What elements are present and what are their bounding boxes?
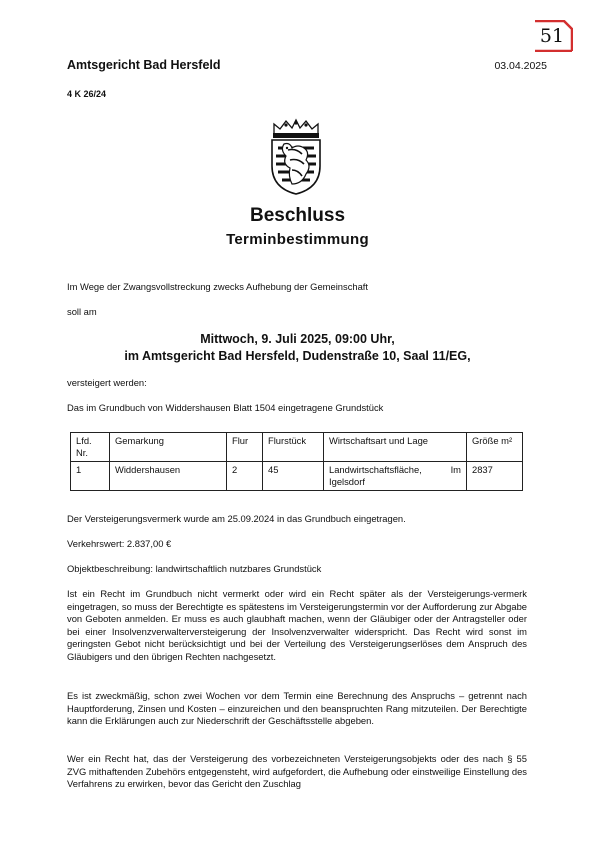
paragraph-berechnung: Es ist zweckmäßig, schon zwei Wochen vor dem Termin eine Berechnung des Anspruchs – getrennt nach Hauptforderung, Zinsen und Kosten – einzureichen und den beanspruchten Rang mitzuteilen. Der Berechtigte kann die Erklärungen auch zur Niederschrift der Geschäftsstelle abgeben. bbox=[67, 690, 527, 726]
paragraph-anmeldung: Ist ein Recht im Grundbuch nicht vermerkt oder wird ein Recht später als der Versteigerungs-vermerk eingetragen, so muss der Berechtigte es spätestens im Versteigerungstermin vor der Aufforderung zur Abgabe von Geboten anmelden. Er muss es auch glaubhaft machen, wenn der Gläubiger oder der Antragsteller oder bei einer Insolvenzverwalterversteigerung der Insolvenzverwalter widerspricht. Das Recht wird sonst im geringsten Gebot nicht berücksichtigt und bei der Verteilung des Versteigerungserlöses dem Anspruch des Gläubigers und den übrigen Rechten nachgesetzt. bbox=[67, 588, 527, 662]
termin-date-line: Mittwoch, 9. Juli 2025, 09:00 Uhr, bbox=[200, 332, 395, 346]
termin-location-line: im Amtsgericht Bad Hersfeld, Dudenstraße 10, Saal 11/EG, bbox=[124, 349, 471, 363]
cell-lage-line1: Landwirtschaftsfläche, Im bbox=[329, 464, 461, 475]
document-date: 03.04.2025 bbox=[494, 60, 547, 72]
cell-flur: 2 bbox=[227, 462, 263, 491]
page-number: 51 bbox=[539, 25, 565, 47]
hessen-coat-of-arms-icon bbox=[266, 118, 326, 196]
case-number: 4 K 26/24 bbox=[67, 89, 107, 99]
cell-flurstueck: 45 bbox=[263, 462, 324, 491]
intro-text: Im Wege der Zwangsvollstreckung zwecks Aufhebung der Gemeinschaft bbox=[67, 281, 369, 292]
property-table bbox=[70, 432, 523, 491]
verkehrswert-text: Verkehrswert: 2.837,00 € bbox=[67, 538, 172, 549]
objekt-text: Objektbeschreibung: landwirtschaftlich nutzbares Grundstück bbox=[67, 563, 322, 574]
versteigert-text: versteigert werden: bbox=[67, 377, 147, 388]
document-subtitle: Terminbestimmung bbox=[226, 231, 369, 248]
grundbuch-text: Das im Grundbuch von Widdershausen Blatt 1504 eingetragene Grundstück bbox=[67, 402, 384, 413]
cell-lage-line2: Igelsdorf bbox=[329, 476, 365, 487]
header-lfd-nr: Lfd. Nr. bbox=[71, 433, 110, 462]
cell-nr: 1 bbox=[71, 462, 110, 491]
vermerk-text: Der Versteigerungsvermerk wurde am 25.09.2024 in das Grundbuch eingetragen. bbox=[67, 513, 406, 524]
table-row bbox=[71, 462, 523, 491]
soll-am-text: soll am bbox=[67, 306, 97, 317]
cell-groesse: 2837 bbox=[467, 462, 523, 491]
table-header-row bbox=[71, 433, 523, 462]
page-number-badge bbox=[534, 20, 573, 52]
header-groesse: Größe m² bbox=[467, 433, 523, 462]
header-flurstueck: Flurstück bbox=[263, 433, 324, 462]
cell-lage bbox=[324, 462, 467, 491]
paragraph-entgegenstehende-rechte: Wer ein Recht hat, das der Versteigerung des vorbezeichneten Versteigerungsobjekts oder des nach § 55 ZVG mithaftenden Zubehörs entgegensteht, wird aufgefordert, die Aufhebung oder einstweilige Einstellung des Verfahrens zu erwirken, bevor das Gericht den Zuschlag bbox=[67, 753, 527, 789]
document-title: Beschluss bbox=[249, 205, 346, 226]
header-flur: Flur bbox=[227, 433, 263, 462]
cell-gemarkung: Widdershausen bbox=[110, 462, 227, 491]
court-name: Amtsgericht Bad Hersfeld bbox=[67, 58, 221, 72]
header-gemarkung: Gemarkung bbox=[110, 433, 227, 462]
header-wirtschaftsart: Wirtschaftsart und Lage bbox=[324, 433, 467, 462]
